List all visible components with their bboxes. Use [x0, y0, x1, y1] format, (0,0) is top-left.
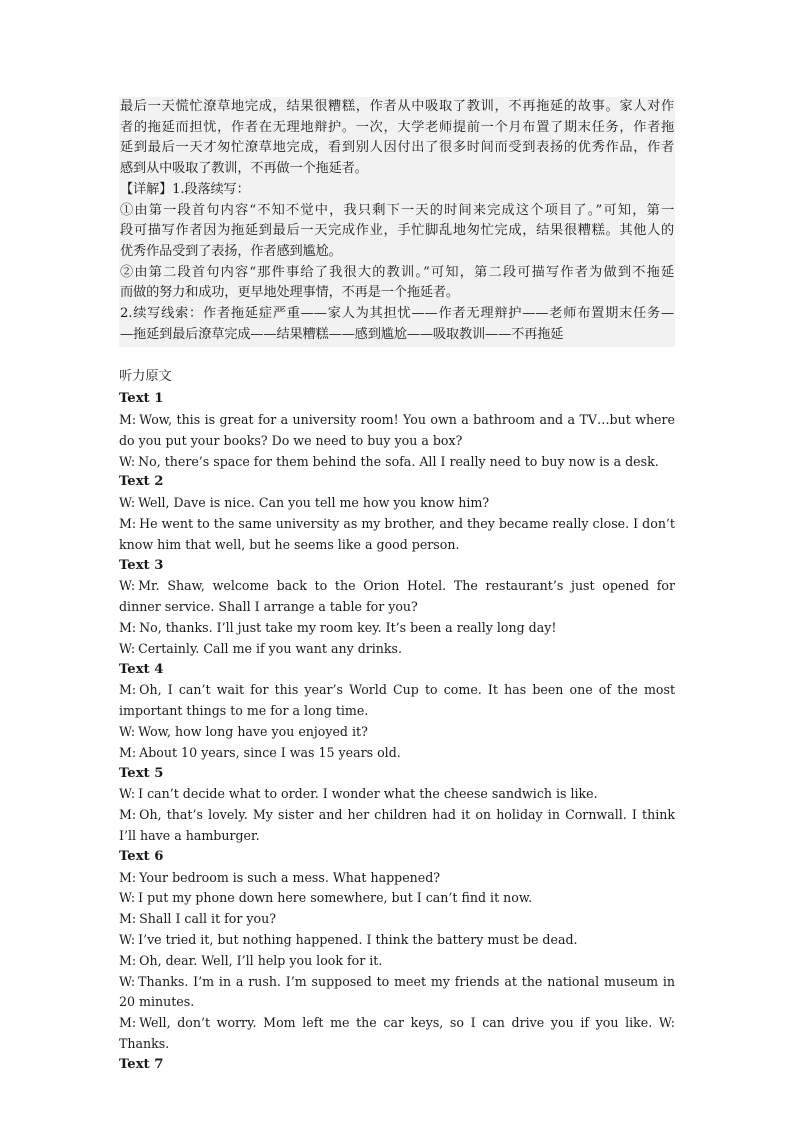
speaker-label: M:	[119, 682, 137, 698]
speaker-label: M:	[119, 1015, 137, 1031]
speaker-label: M:	[119, 744, 137, 760]
speaker-label: M:	[119, 952, 137, 968]
dialogue-line	[119, 639, 675, 660]
explanation-line: 延到最后一天才匆忙潦草地完成，看到别人因付出了很多时间而受到表扬的优秀作品，作者	[120, 140, 674, 156]
dialogue-line	[119, 618, 675, 639]
dialogue-line	[119, 888, 675, 909]
explanation-line: 2.续写线索：作者拖延症严重——家人为其担忧——作者无理辩护——老师布置期末任务—	[120, 306, 674, 322]
dialogue-line	[119, 743, 675, 764]
dialogue-text: Oh, that’s lovely. My sister and her children had it on holiday in Cornwall. I think I’ll have a hamburger.	[119, 807, 675, 843]
explanation-line: 感到从中吸取了教训，不再做一个拖延者。	[120, 161, 368, 177]
transcript-section	[119, 556, 675, 660]
listening-transcript	[119, 367, 675, 1075]
speaker-label: M:	[119, 412, 137, 428]
dialogue-text: Thanks. I’m in a rush. I’m supposed to meet my friends at the national museum in 20 minutes.	[119, 973, 675, 1010]
explanation-detail-heading: 【详解】1.段落续写：	[120, 181, 250, 197]
dialogue-text: Well, don’t worry. Mom left me the car keys, so I can drive you if you like. W: Thanks.	[119, 1015, 675, 1051]
text-label: Text 2	[119, 474, 164, 490]
transcript-section	[119, 847, 675, 1055]
dialogue-line	[119, 1013, 675, 1055]
speaker-label: M:	[119, 911, 137, 927]
dialogue-line	[119, 805, 675, 847]
speaker-label: M:	[119, 516, 137, 532]
explanation-line: 优秀作品受到了表扬，作者感到尴尬。	[120, 243, 342, 259]
dialogue-text: He went to the same university as my brother, and they became really close. I don’t know him that well, but he seems like a good person.	[119, 516, 675, 552]
explanation-line: 而做的努力和成功，更早地处理事情，不再是一个拖延者。	[120, 285, 459, 301]
dialogue-text: Well, Dave is nice. Can you tell me how you know him?	[138, 495, 490, 511]
dialogue-line	[119, 909, 675, 930]
dialogue-text: I can’t decide what to order. I wonder what the cheese sandwich is like.	[138, 786, 598, 802]
speaker-label: W:	[119, 723, 136, 739]
transcript-section	[119, 472, 675, 555]
dialogue-text: I put my phone down here somewhere, but I can’t find it now.	[138, 890, 533, 906]
transcript-section	[119, 389, 675, 472]
speaker-label: W:	[119, 453, 136, 469]
speaker-label: W:	[119, 495, 136, 511]
dialogue-text: Wow, how long have you enjoyed it?	[138, 723, 368, 739]
document-page	[119, 97, 675, 1076]
text-label: Text 4	[119, 661, 164, 677]
dialogue-text: Your bedroom is such a mess. What happened?	[139, 869, 441, 885]
dialogue-line	[119, 493, 675, 514]
dialogue-text: Mr. Shaw, welcome back to the Orion Hotel. The restaurant’s just opened for dinner service. Shall I arrange a table for you?	[119, 578, 675, 615]
dialogue-text: Wow, this is great for a university room! You own a bathroom and a TV…but where do you put your books? Do we need to buy you a box?	[119, 412, 675, 448]
dialogue-line	[119, 722, 675, 743]
dialogue-text: Shall I call it for you?	[139, 911, 276, 927]
dialogue-line	[119, 410, 675, 452]
text-label: Text 5	[119, 765, 164, 781]
speaker-label: M:	[119, 869, 137, 885]
dialogue-line	[119, 972, 675, 1014]
text-label: Text 3	[119, 557, 164, 573]
dialogue-line	[119, 680, 675, 722]
dialogue-line	[119, 784, 675, 805]
speaker-label: W:	[119, 786, 136, 802]
explanation-line: 者的拖延而担忧，作者在无理地辩护。一次，大学老师提前一个月布置了期末任务，作者拖	[120, 119, 674, 135]
speaker-label: W:	[119, 578, 136, 594]
dialogue-text: No, thanks. I’ll just take my room key. It’s been a really long day!	[139, 620, 557, 635]
explanation-line: —拖延到最后潦草完成——结果糟糕——感到尴尬——吸取教训——不再拖延	[120, 326, 564, 342]
transcript-section	[119, 1055, 675, 1076]
dialogue-line	[119, 514, 675, 556]
dialogue-line	[119, 452, 675, 473]
text-label: Text 1	[119, 391, 164, 407]
dialogue-line	[119, 576, 675, 618]
transcript-section	[119, 764, 675, 847]
dialogue-text: No, there’s space for them behind the sofa. All I really need to buy now is a desk.	[138, 453, 659, 469]
text-label: Text 6	[119, 848, 164, 864]
speaker-label: M:	[119, 620, 137, 635]
explanation-line: 最后一天慌忙潦草地完成，结果很糟糕，作者从中吸取了教训，不再拖延的故事。家人对作	[120, 99, 674, 114]
dialogue-text: Certainly. Call me if you want any drinks.	[138, 640, 403, 656]
transcript-texts	[119, 389, 675, 1075]
answer-explanation	[119, 97, 675, 347]
explanation-line: 段可描写作者因为拖延到最后一天完成作业，手忙脚乱地匆忙完成，结果很糟糕。其他人的	[120, 223, 674, 239]
transcript-section	[119, 660, 675, 764]
speaker-label: W:	[119, 640, 136, 656]
speaker-label: W:	[119, 931, 136, 947]
speaker-label: W:	[119, 890, 136, 906]
dialogue-line	[119, 868, 675, 889]
explanation-line: ②由第二段首句内容“那件事给了我很大的教训。”可知，第二段可描写作者为做到不拖延	[120, 264, 674, 280]
speaker-label: W:	[119, 973, 136, 989]
dialogue-line	[119, 951, 675, 972]
dialogue-text: Oh, dear. Well, I’ll help you look for it.	[139, 952, 383, 968]
dialogue-text: About 10 years, since I was 15 years old.	[139, 744, 401, 760]
transcript-heading: 听力原文	[119, 369, 172, 385]
speaker-label: M:	[119, 807, 137, 823]
dialogue-text: I’ve tried it, but nothing happened. I think the battery must be dead.	[138, 931, 578, 947]
explanation-line: ①由第一段首句内容“不知不觉中，我只剩下一天的时间来完成这个项目了。”可知，第一	[120, 202, 674, 218]
text-label: Text 7	[119, 1056, 164, 1072]
dialogue-text: Oh, I can’t wait for this year’s World Cup to come. It has been one of the most important things to me for a long time.	[119, 682, 675, 719]
dialogue-line	[119, 930, 675, 951]
